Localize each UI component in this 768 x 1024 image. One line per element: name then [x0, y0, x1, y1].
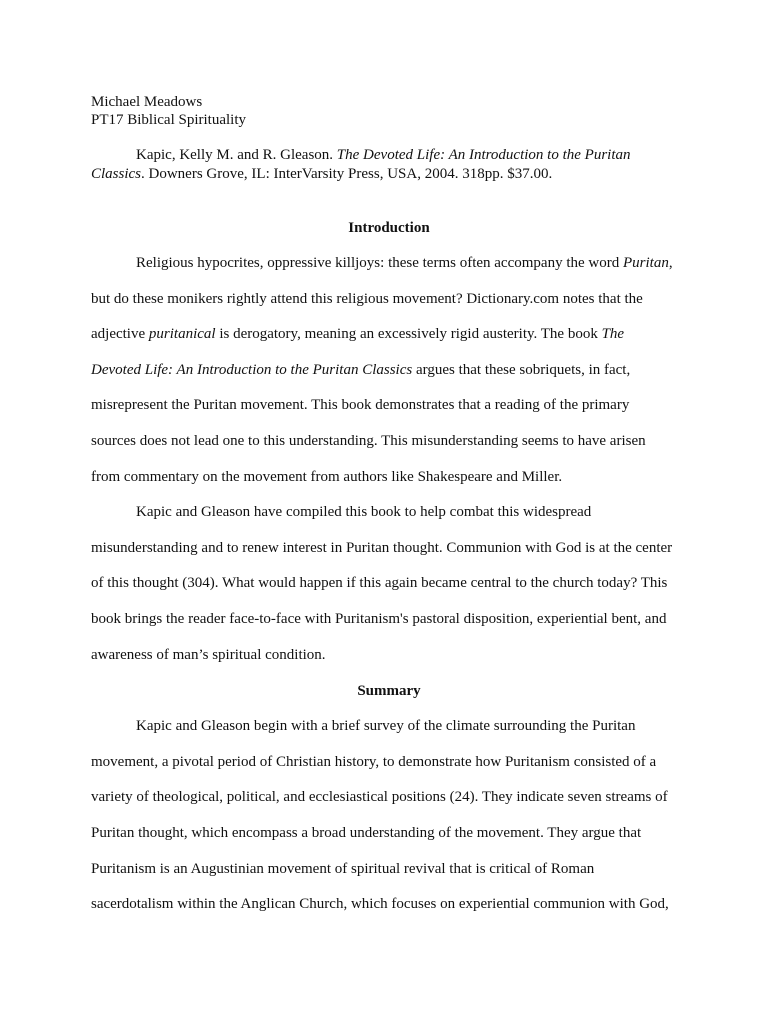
- course-title: PT17 Biblical Spirituality: [91, 112, 246, 128]
- text-line: awareness of man’s spiritual condition.: [91, 646, 326, 663]
- text-line: variety of theological, political, and ecclesiastical positions (24). They indicate seven streams of: [91, 789, 668, 806]
- summary-paragraph-1: [91, 709, 687, 923]
- book-citation: [91, 146, 687, 184]
- text-line: from commentary on the movement from authors like Shakespeare and Miller.: [91, 468, 563, 485]
- text-line: movement, a pivotal period of Christian history, to demonstrate how Puritanism consisted of a: [91, 753, 657, 770]
- document-page: [91, 93, 687, 923]
- text-line: Religious hypocrites, oppressive killjoys: these terms often accompany the word Puritan,: [136, 255, 673, 271]
- text-line: Puritanism is an Augustinian movement of spiritual revival that is critical of Roman: [91, 860, 595, 877]
- text-line: sacerdotalism within the Anglican Church, which focuses on experiential communion with God,: [91, 896, 669, 913]
- introduction-paragraph-2: [91, 495, 687, 673]
- citation-publisher: . Downers Grove, IL: InterVarsity Press, USA, 2004. 318pp. $37.00.: [141, 166, 553, 182]
- text-line: Kapic and Gleason have compiled this book to help combat this widespread: [136, 504, 592, 521]
- citation-book-title: The Devoted Life: An Introduction to the Puritan Classics: [91, 147, 631, 182]
- citation-authors: Kapic, Kelly M. and R. Gleason.: [136, 147, 337, 163]
- summary-heading: Summary: [357, 683, 421, 700]
- text-line: sources does not lead one to this understanding. This misunderstanding seems to have arisen: [91, 432, 646, 449]
- text-line: misrepresent the Puritan movement. This book demonstrates that a reading of the primary: [91, 397, 630, 414]
- text-line: Devoted Life: An Introduction to the Puritan Classics argues that these sobriquets, in fact,: [91, 361, 631, 378]
- introduction-paragraph-1: [91, 246, 687, 495]
- text-line: Kapic and Gleason begin with a brief survey of the climate surrounding the Puritan: [136, 718, 636, 735]
- text-line: adjective puritanical is derogatory, meaning an excessively rigid austerity. The book The: [91, 326, 625, 343]
- author-name: Michael Meadows: [91, 94, 203, 110]
- text-line: but do these monikers rightly attend this religious movement? Dictionary.com notes that the: [91, 290, 643, 307]
- text-line: misunderstanding and to renew interest in Puritan thought. Communion with God is at the center: [91, 539, 673, 556]
- text-line: Puritan thought, which encompass a broad understanding of the movement. They argue that: [91, 824, 642, 841]
- text-line: of this thought (304). What would happen if this again became central to the church today? This: [91, 575, 668, 592]
- introduction-heading: Introduction: [348, 220, 430, 236]
- text-line: book brings the reader face-to-face with Puritanism's pastoral disposition, experiential bent, and: [91, 610, 667, 627]
